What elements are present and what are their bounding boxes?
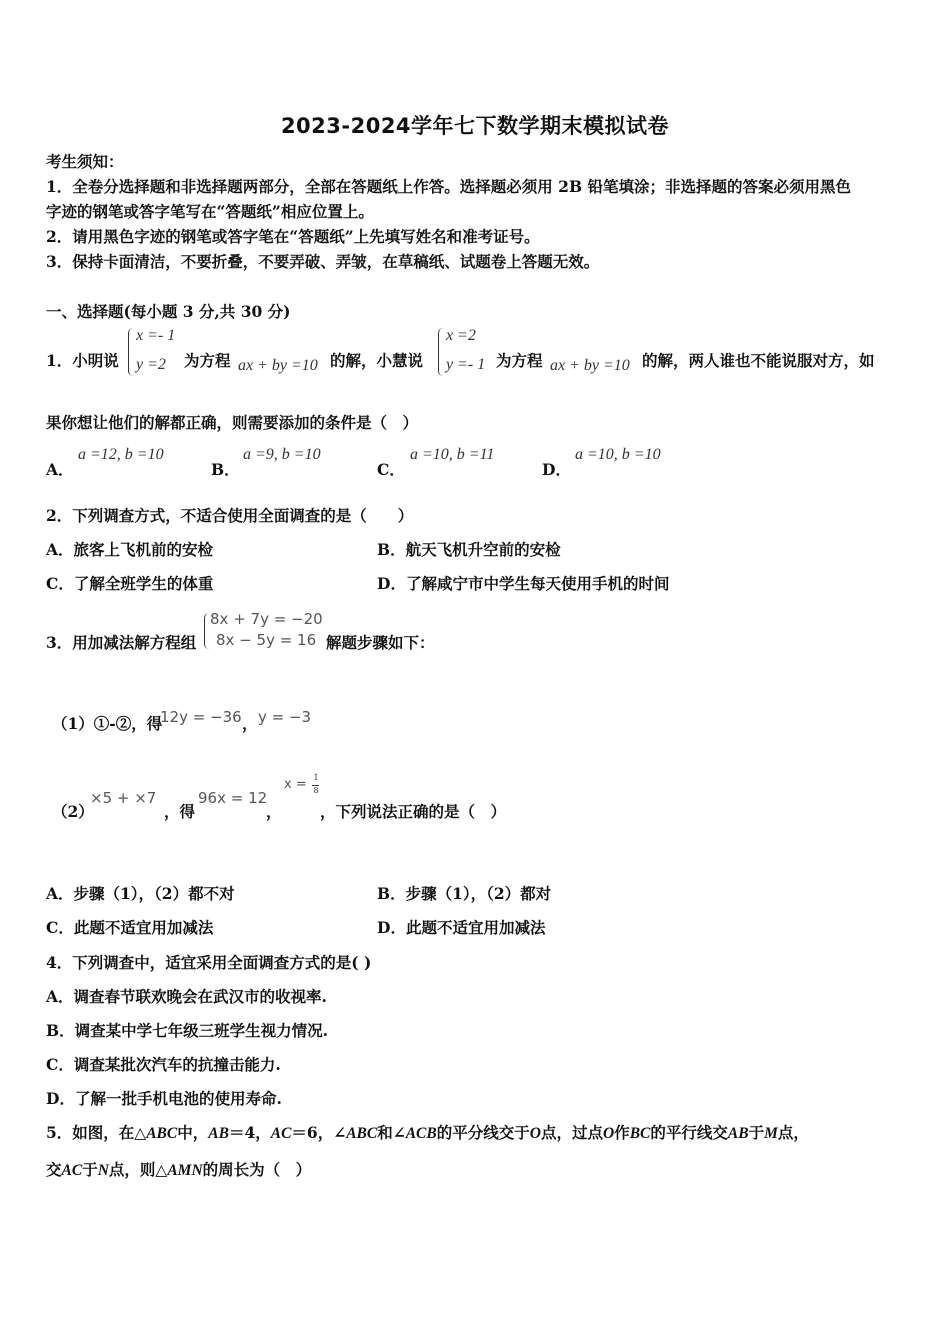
q1-text-mid-2: 的解，小慧说	[330, 351, 424, 370]
q2-option-b[interactable]: B．航天飞机升空前的安检	[377, 540, 561, 559]
q1-stem-line-2: 果你想让他们的解都正确，则需要添加的条件是（ ）	[46, 413, 419, 432]
notice-heading: 考生须知：	[46, 152, 124, 171]
q4-stem: 4．下列调查中，适宜采用全面调查方式的是( )	[46, 953, 372, 972]
q1-text-mid-3: 为方程	[496, 351, 543, 370]
q1-prefix: 1．小明说	[46, 351, 119, 370]
q5-text: 点，则△	[108, 1160, 168, 1179]
q5-angle-abc: ABC	[346, 1125, 378, 1142]
q1-text-mid-1: 为方程	[184, 351, 231, 370]
q4-option-c[interactable]: C．调查某批次汽车的抗撞击能力.	[46, 1055, 281, 1074]
q5-text: 的平分线交于	[436, 1123, 530, 1142]
q5-text: 点，	[777, 1123, 809, 1142]
q5-text: 和∠	[377, 1123, 406, 1142]
q1-system-1-brace	[128, 328, 134, 376]
q3-step-1-comma: ，	[242, 714, 258, 733]
notice-item-1-line-2: 字迹的钢笔或答字笔写在“答题纸”相应位置上。	[46, 202, 374, 221]
q5-stem-line-1	[46, 1123, 809, 1144]
q2-option-d[interactable]: D．了解咸宁市中学生每天使用手机的时间	[377, 574, 670, 593]
q1-equation-1: ax + by =10	[238, 357, 318, 374]
q3-option-a[interactable]: A．步骤（1），（2）都不对	[46, 884, 235, 903]
q5-text: ＝6，∠	[291, 1123, 347, 1142]
q3-option-d[interactable]: D．此题不适宜用加减法	[377, 918, 546, 937]
q4-option-d[interactable]: D．了解一批手机电池的使用寿命.	[46, 1089, 282, 1108]
q3-step-2-label: （2）	[52, 802, 94, 821]
q1-suffix: 的解，两人谁也不能说服对方，如	[642, 351, 875, 370]
notice-item-2: 2．请用黑色字迹的钢笔或答字笔在“答题纸”上先填写姓名和准考证号。	[46, 227, 540, 246]
q5-point-n: N	[97, 1162, 109, 1179]
q5-triangle-amn: AMN	[167, 1162, 203, 1179]
q5-point-o: O	[602, 1125, 615, 1142]
q5-text: 5．如图，在△	[46, 1123, 147, 1142]
q5-side-ac: AC	[61, 1162, 83, 1179]
q1-system-1-line-1: x =- 1	[136, 327, 176, 344]
q5-text: ＝4，	[228, 1123, 271, 1142]
q5-angle-acb: ACB	[405, 1125, 437, 1142]
q5-text: 于	[82, 1160, 98, 1179]
q2-stem: 2．下列调查方式，不适合使用全面调查的是（ ）	[46, 506, 414, 525]
q5-point-o: O	[529, 1125, 541, 1142]
q2-option-c[interactable]: C．了解全班学生的体重	[46, 574, 214, 593]
q1-option-b-value[interactable]: a =9, b =10	[243, 446, 321, 463]
q5-text: 交	[46, 1160, 62, 1179]
q3-suffix: 解题步骤如下：	[326, 633, 435, 652]
q1-option-b-label[interactable]: B．	[211, 460, 240, 479]
q5-text: 的平行线交	[650, 1123, 728, 1142]
notice-item-1-line-1: 1．全卷分选择题和非选择题两部分，全部在答题纸上作答。选择题必须用 2B 铅笔填涂；非选择题的答案必须用黑色	[46, 177, 851, 196]
q5-point-m: M	[764, 1125, 778, 1142]
q5-text: 点，过点	[540, 1123, 603, 1142]
q1-equation-2: ax + by =10	[550, 357, 630, 374]
q3-step-1-equation-2: y = −3	[258, 708, 312, 726]
q1-system-1-line-2: y =2	[136, 356, 166, 373]
page-title: 2023-2024学年七下数学期末模拟试卷	[280, 114, 670, 138]
q5-side-bc: BC	[629, 1125, 651, 1142]
q1-option-c-value[interactable]: a =10, b =11	[410, 446, 495, 463]
q1-option-a-label[interactable]: A．	[46, 460, 74, 479]
q1-system-2-line-1: x =2	[446, 327, 476, 344]
q3-step-2-suffix: ，下列说法正确的是（ ）	[320, 802, 507, 821]
q3-prefix: 3．用加减法解方程组	[46, 633, 197, 652]
q5-side-ac: AC	[270, 1125, 292, 1142]
q1-option-d-label[interactable]: D．	[542, 460, 571, 479]
q3-step-2-operation: ×5 + ×7	[90, 789, 157, 807]
q5-text: 中，	[177, 1123, 209, 1142]
q1-system-2-line-2: y =- 1	[446, 356, 486, 373]
q5-side-ab: AB	[727, 1125, 749, 1142]
q3-step-1-equation: 12y = −36	[160, 708, 242, 726]
q3-system-line-2: 8x − 5y = 16	[216, 631, 317, 649]
q5-triangle-abc: ABC	[146, 1125, 178, 1142]
q1-system-2-brace	[438, 328, 444, 376]
q4-option-b[interactable]: B．调查某中学七年级三班学生视力情况.	[46, 1021, 328, 1040]
q2-option-a[interactable]: A．旅客上飞机前的安检	[46, 540, 214, 559]
section-heading-choice: 一、选择题(每小题 3 分,共 30 分)	[46, 302, 291, 321]
q3-system-line-1: 8x + 7y = −20	[210, 610, 323, 628]
q5-text: 的周长为（ ）	[202, 1160, 312, 1179]
q5-text: 作	[614, 1123, 630, 1142]
q1-option-d-value[interactable]: a =10, b =10	[575, 446, 661, 463]
q5-text: 于	[748, 1123, 765, 1142]
q1-option-a-value[interactable]: a =12, b =10	[78, 446, 164, 463]
q3-option-c[interactable]: C．此题不适宜用加减法	[46, 918, 214, 937]
notice-item-3: 3．保持卡面清洁，不要折叠，不要弄破、弄皱，在草稿纸、试题卷上答题无效。	[46, 252, 600, 271]
q3-step-2-x: x =	[284, 777, 307, 792]
q5-side-ab: AB	[208, 1125, 229, 1142]
q3-step-2-comma: ，	[266, 802, 282, 821]
q3-fraction-numerator: 1	[313, 773, 319, 782]
q1-option-c-label[interactable]: C．	[377, 460, 405, 479]
q3-step-2-de: ，得	[164, 802, 196, 821]
q3-step-1-label: （1）①-②，得	[52, 714, 163, 733]
q4-option-a[interactable]: A．调查春节联欢晚会在武汉市的收视率.	[46, 987, 327, 1006]
q3-step-2-equation: 96x = 12	[198, 789, 268, 807]
q3-option-b[interactable]: B．步骤（1），（2）都对	[377, 884, 552, 903]
q3-fraction-denominator: 8	[313, 786, 319, 795]
q5-stem-line-2	[46, 1160, 311, 1181]
